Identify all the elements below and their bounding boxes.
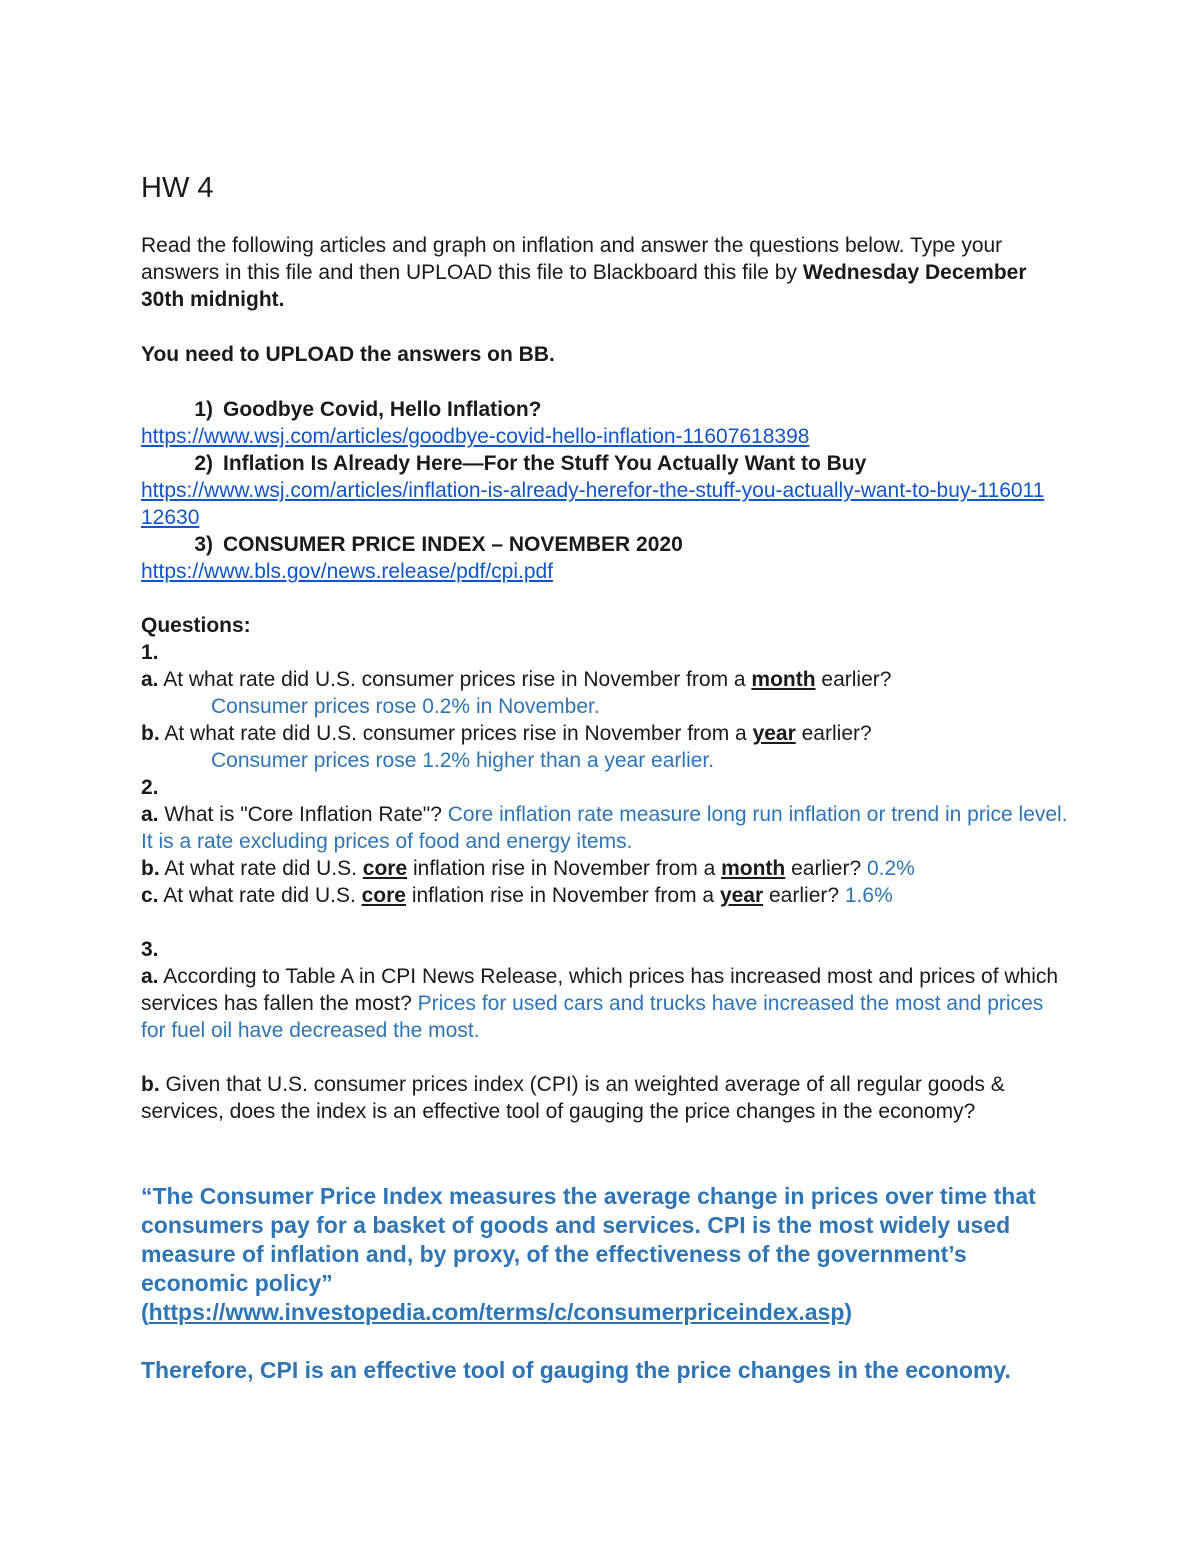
article-title-row	[141, 531, 1071, 558]
conclusion: Therefore, CPI is an effective tool of gauging the price changes in the economy.	[141, 1357, 1011, 1383]
article-link[interactable]: https://www.wsj.com/articles/goodbye-covid-hello-inflation-11607618398	[141, 425, 810, 448]
article-list	[141, 396, 1071, 585]
answer-1b: Consumer prices rose 1.2% higher than a year earlier.	[211, 749, 715, 772]
article-item	[141, 531, 1071, 585]
article-title-row	[141, 396, 1071, 423]
answer-3a: Prices for used cars and trucks have increased the most and prices for fuel oil have decreased the most.	[141, 992, 1044, 1042]
article-link[interactable]: https://www.wsj.com/articles/inflation-is-already-herefor-the-stuff-you-actually-want-to-buy-11601112630	[141, 479, 1045, 529]
questions-section	[141, 612, 1071, 1125]
question-1b: b. At what rate did U.S. consumer prices rise in November from a year earlier?	[141, 722, 872, 745]
answer-1a: Consumer prices rose 0.2% in November.	[211, 695, 600, 718]
article-item	[141, 396, 1071, 450]
cpi-quote: “The Consumer Price Index measures the average change in prices over time that consumers pay for a basket of goods and services. CPI is the most widely used measure of inflation and, by proxy, of the effectiveness of the government’s economic policy”	[141, 1183, 1036, 1296]
question-1a: a. At what rate did U.S. consumer prices rise in November from a month earlier?	[141, 668, 892, 691]
article-number: 1)	[194, 398, 213, 421]
deadline-text: Wednesday December 30th midnight.	[141, 261, 1027, 311]
article-number: 2)	[194, 452, 213, 475]
quote-source: (https://www.investopedia.com/terms/c/consumerpriceindex.asp)	[141, 1299, 853, 1325]
answer-2a: Core inflation rate measure long run inflation or trend in price level. It is a rate excluding prices of food and energy items.	[141, 803, 1068, 853]
answer-3b-quote	[141, 1182, 1071, 1327]
question-2b: b. At what rate did U.S. core inflation rise in November from a month earlier? 0.2%	[141, 857, 915, 880]
article-item	[141, 450, 1071, 531]
article-link[interactable]: https://www.bls.gov/news.release/pdf/cpi.pdf	[141, 560, 554, 583]
investopedia-link[interactable]: https://www.investopedia.com/terms/c/consumerpriceindex.asp	[148, 1299, 845, 1325]
article-title: CONSUMER PRICE INDEX – NOVEMBER 2020	[223, 533, 683, 556]
answer-2b: 0.2%	[866, 857, 915, 880]
question-number: 2.	[141, 776, 159, 799]
article-title: Inflation Is Already Here—For the Stuff You Actually Want to Buy	[223, 452, 867, 475]
upload-note: You need to UPLOAD the answers on BB.	[141, 343, 555, 366]
question-3b: b. Given that U.S. consumer prices index (CPI) is an weighted average of all regular goods & services, does the index is an effective tool of gauging the price changes in the economy?	[141, 1073, 1005, 1123]
intro-text: Read the following articles and graph on inflation and answer the questions below. Type your answers in this file and then UPLOAD this file to Blackboard this file by	[141, 234, 1003, 284]
article-title: Goodbye Covid, Hello Inflation?	[223, 398, 542, 421]
article-title-row	[141, 450, 1071, 477]
question-number: 3.	[141, 938, 159, 961]
article-number: 3)	[194, 533, 213, 556]
answer-2c: 1.6%	[844, 884, 893, 907]
question-3a: a. According to Table A in CPI News Release, which prices has increased most and prices of which services has fallen the most? Prices for used cars and trucks have increased the most and prices for fuel oil have decreased the most.	[141, 965, 1059, 1042]
doc-title: HW 4	[141, 172, 214, 204]
question-2c: c. At what rate did U.S. core inflation rise in November from a year earlier? 1.6%	[141, 884, 893, 907]
question-number: 1.	[141, 641, 159, 664]
intro-paragraph	[141, 232, 1071, 313]
questions-heading: Questions:	[141, 614, 251, 637]
question-2a: a. What is "Core Inflation Rate"? Core inflation rate measure long run inflation or trend in price level. It is a rate excluding prices of food and energy items.	[141, 803, 1068, 853]
